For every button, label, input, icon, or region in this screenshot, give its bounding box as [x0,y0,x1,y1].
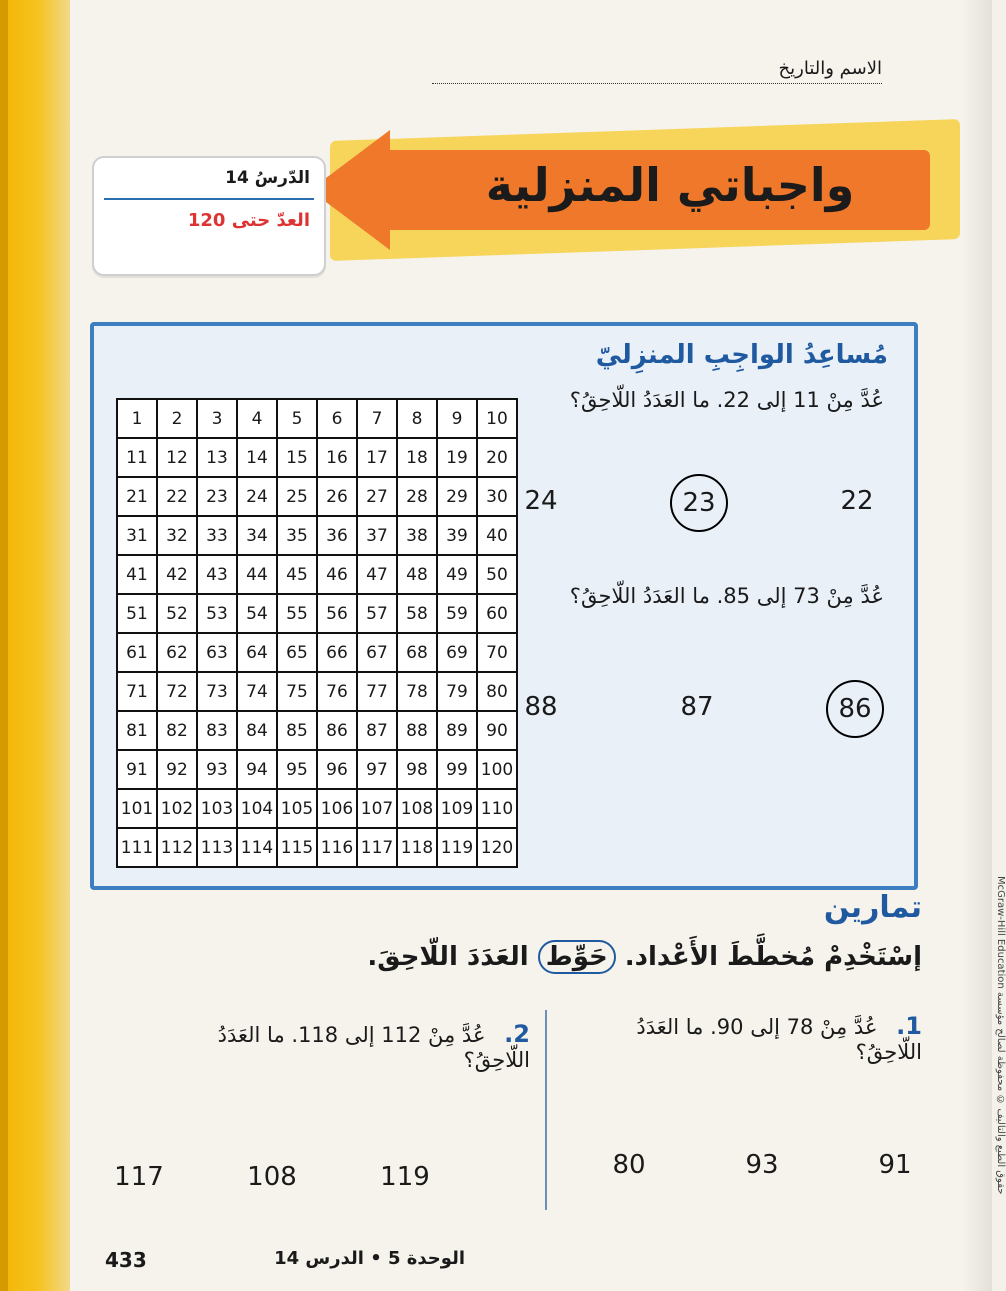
number-chart-cell: 51 [117,594,157,633]
number-chart-cell: 60 [477,594,517,633]
number-chart-cell: 17 [357,438,397,477]
number-chart-row [117,750,517,789]
number-chart-cell: 96 [317,750,357,789]
lesson-card [92,156,326,276]
homework-helper-title: مُساعِدُ الواجِبِ المنزِليّ [595,340,888,370]
number-chart-cell: 115 [277,828,317,867]
number-chart-cell: 73 [197,672,237,711]
page-title: واجباتي المنزلية [485,158,855,212]
number-chart-cell: 19 [437,438,477,477]
number-chart-cell: 90 [477,711,517,750]
number-chart-row [117,633,517,672]
number-chart-row [117,516,517,555]
number-chart-cell: 25 [277,477,317,516]
number-chart-cell: 75 [277,672,317,711]
number-chart-cell: 13 [197,438,237,477]
number-chart-cell: 15 [277,438,317,477]
number-chart-cell: 114 [237,828,277,867]
instruction-circle-word: حَوِّط [538,940,616,974]
number-chart-cell: 32 [157,516,197,555]
number-chart-cell: 93 [197,750,237,789]
instruction-prefix: إسْتَخْدِمْ مُخطَّطَ الأَعْداد. [624,942,922,972]
number-chart-row [117,438,517,477]
number-chart-cell: 106 [317,789,357,828]
number-chart-cell: 14 [237,438,277,477]
number-chart-cell: 3 [197,399,237,438]
number-chart-cell: 62 [157,633,197,672]
number-chart-cell: 95 [277,750,317,789]
number-chart-cell: 85 [277,711,317,750]
number-chart-cell: 117 [357,828,397,867]
number-chart-cell: 120 [477,828,517,867]
number-chart-cell: 111 [117,828,157,867]
number-chart-cell: 70 [477,633,517,672]
number-chart-cell: 81 [117,711,157,750]
number-chart-cell: 74 [237,672,277,711]
number-chart-cell: 4 [237,399,277,438]
number-chart-cell: 36 [317,516,357,555]
number-chart-cell: 78 [397,672,437,711]
number-chart-cell: 11 [117,438,157,477]
number-chart-body [117,399,517,867]
number-chart-cell: 64 [237,633,277,672]
exercise-1-choice-1[interactable]: 91 [878,1150,912,1180]
exercise-1-text: عُدَّ مِنْ 78 إلى 90. ما العَدَدُ اللّاحِقُ؟ [636,1015,922,1064]
homework-helper-box [90,322,918,890]
number-chart-cell: 49 [437,555,477,594]
number-chart-cell: 39 [437,516,477,555]
number-chart-cell: 34 [237,516,277,555]
number-chart-cell: 12 [157,438,197,477]
number-chart-cell: 45 [277,555,317,594]
exercise-2-text: عُدَّ مِنْ 112 إلى 118. ما العَدَدُ اللّاحِقُ؟ [217,1023,530,1072]
number-chart-cell: 76 [317,672,357,711]
exercise-2-choice-3[interactable]: 117 [114,1162,164,1192]
exercise-2-number: 2. [504,1020,530,1048]
number-chart-row [117,399,517,438]
number-chart-cell: 21 [117,477,157,516]
exercise-1-choice-2[interactable]: 93 [745,1150,779,1180]
number-chart-cell: 50 [477,555,517,594]
number-chart-cell: 84 [237,711,277,750]
number-chart-cell: 22 [157,477,197,516]
number-chart-cell: 100 [477,750,517,789]
number-chart-cell: 82 [157,711,197,750]
number-chart-cell: 37 [357,516,397,555]
number-chart-cell: 53 [197,594,237,633]
number-chart-cell: 40 [477,516,517,555]
number-chart-cell: 119 [437,828,477,867]
number-chart-cell: 71 [117,672,157,711]
number-chart-cell: 97 [357,750,397,789]
number-chart-cell: 72 [157,672,197,711]
helper-q1-choices [514,474,884,532]
number-chart-cell: 52 [157,594,197,633]
number-chart-cell: 91 [117,750,157,789]
number-chart-cell: 79 [437,672,477,711]
page-footer [105,1248,485,1278]
number-chart-cell: 110 [477,789,517,828]
exercise-1-number: 1. [896,1012,922,1040]
exercise-instruction [367,940,922,974]
number-chart-cell: 24 [237,477,277,516]
number-chart-cell: 103 [197,789,237,828]
exercise-2 [200,1020,530,1072]
number-chart-cell: 46 [317,555,357,594]
number-chart-cell: 98 [397,750,437,789]
side-copyright: McGraw-Hill Education حقوق الطبع والتأليف © محفوظة لصالح مؤسسة [995,875,1006,1195]
number-chart-row [117,828,517,867]
instruction-suffix: العَدَدَ اللّاحِقَ. [367,942,529,972]
helper-q2-choice-2[interactable]: 87 [680,692,714,722]
number-chart-cell: 35 [277,516,317,555]
number-chart-cell: 47 [357,555,397,594]
number-chart-cell: 28 [397,477,437,516]
decorative-left-strip [0,0,70,1291]
number-chart-cell: 2 [157,399,197,438]
number-chart-cell: 59 [437,594,477,633]
number-chart-row [117,672,517,711]
number-chart-cell: 43 [197,555,237,594]
number-chart-cell: 31 [117,516,157,555]
number-chart-cell: 18 [397,438,437,477]
title-banner [330,110,960,280]
number-chart-cell: 41 [117,555,157,594]
number-chart-cell: 99 [437,750,477,789]
lesson-label: الدّرسُ 14 [225,168,310,188]
number-chart-cell: 26 [317,477,357,516]
number-chart-cell: 63 [197,633,237,672]
number-chart-cell: 10 [477,399,517,438]
number-chart-cell: 38 [397,516,437,555]
number-chart-cell: 102 [157,789,197,828]
number-chart-cell: 107 [357,789,397,828]
number-chart-cell: 94 [237,750,277,789]
number-chart-cell: 113 [197,828,237,867]
exercises-title: تمارين [823,890,922,925]
helper-question-2: عُدَّ مِنْ 73 إلى 85. ما العَدَدُ اللّاحِقُ؟ [569,584,884,608]
number-chart-cell: 54 [237,594,277,633]
number-chart-cell: 61 [117,633,157,672]
number-chart-row [117,477,517,516]
helper-q1-choice-3[interactable]: 24 [524,486,558,516]
exercise-1 [592,1012,922,1064]
number-chart-cell: 30 [477,477,517,516]
number-chart-cell: 23 [197,477,237,516]
number-chart-cell: 42 [157,555,197,594]
number-chart-cell: 6 [317,399,357,438]
unit-lesson-label: الوحدة 5 • الدرس 14 [274,1248,465,1269]
number-chart-cell: 108 [397,789,437,828]
number-chart-row [117,711,517,750]
number-chart-cell: 57 [357,594,397,633]
exercise-2-choice-1[interactable]: 119 [380,1162,430,1192]
helper-question-1: عُدَّ مِنْ 11 إلى 22. ما العَدَدُ اللّاحِقُ؟ [569,388,884,412]
number-chart-cell: 88 [397,711,437,750]
number-chart-cell: 69 [437,633,477,672]
number-chart-cell: 80 [477,672,517,711]
helper-q2-choices [514,680,884,738]
decorative-left-edge [0,0,8,1291]
number-chart-row [117,594,517,633]
number-chart-cell: 83 [197,711,237,750]
helper-q2-choice-1-circled[interactable]: 86 [826,680,884,738]
page-number: 433 [105,1248,147,1272]
number-chart-120 [116,398,518,868]
helper-q1-choice-2-circled[interactable]: 23 [670,474,728,532]
number-chart-cell: 27 [357,477,397,516]
exercise-2-choices [112,1150,432,1204]
exercise-1-choices [602,1138,922,1192]
number-chart-cell: 112 [157,828,197,867]
number-chart-cell: 104 [237,789,277,828]
number-chart-cell: 105 [277,789,317,828]
lesson-topic: العدّ حتى 120 [187,210,310,231]
number-chart-cell: 68 [397,633,437,672]
number-chart-cell: 101 [117,789,157,828]
number-chart-cell: 89 [437,711,477,750]
number-chart-cell: 1 [117,399,157,438]
number-chart-cell: 9 [437,399,477,438]
lesson-divider [104,198,314,200]
exercise-divider [545,1010,547,1210]
exercise-1-choice-3[interactable]: 80 [612,1150,646,1180]
number-chart-cell: 7 [357,399,397,438]
number-chart-cell: 48 [397,555,437,594]
number-chart-cell: 92 [157,750,197,789]
number-chart-cell: 118 [397,828,437,867]
number-chart-cell: 44 [237,555,277,594]
number-chart-cell: 66 [317,633,357,672]
number-chart-cell: 5 [277,399,317,438]
number-chart-cell: 56 [317,594,357,633]
number-chart-cell: 55 [277,594,317,633]
number-chart-cell: 77 [357,672,397,711]
number-chart-cell: 20 [477,438,517,477]
name-date-line: الاسم والتاريخ [432,58,882,84]
number-chart-cell: 67 [357,633,397,672]
number-chart-cell: 109 [437,789,477,828]
number-chart-cell: 65 [277,633,317,672]
number-chart-row [117,789,517,828]
number-chart-cell: 116 [317,828,357,867]
number-chart-cell: 16 [317,438,357,477]
number-chart-cell: 58 [397,594,437,633]
number-chart-cell: 33 [197,516,237,555]
number-chart-row [117,555,517,594]
number-chart-cell: 8 [397,399,437,438]
helper-q1-choice-1[interactable]: 22 [840,486,874,516]
exercise-2-choice-2[interactable]: 108 [247,1162,297,1192]
number-chart-cell: 29 [437,477,477,516]
number-chart-cell: 87 [357,711,397,750]
number-chart-cell: 86 [317,711,357,750]
helper-q2-choice-3[interactable]: 88 [524,692,558,722]
